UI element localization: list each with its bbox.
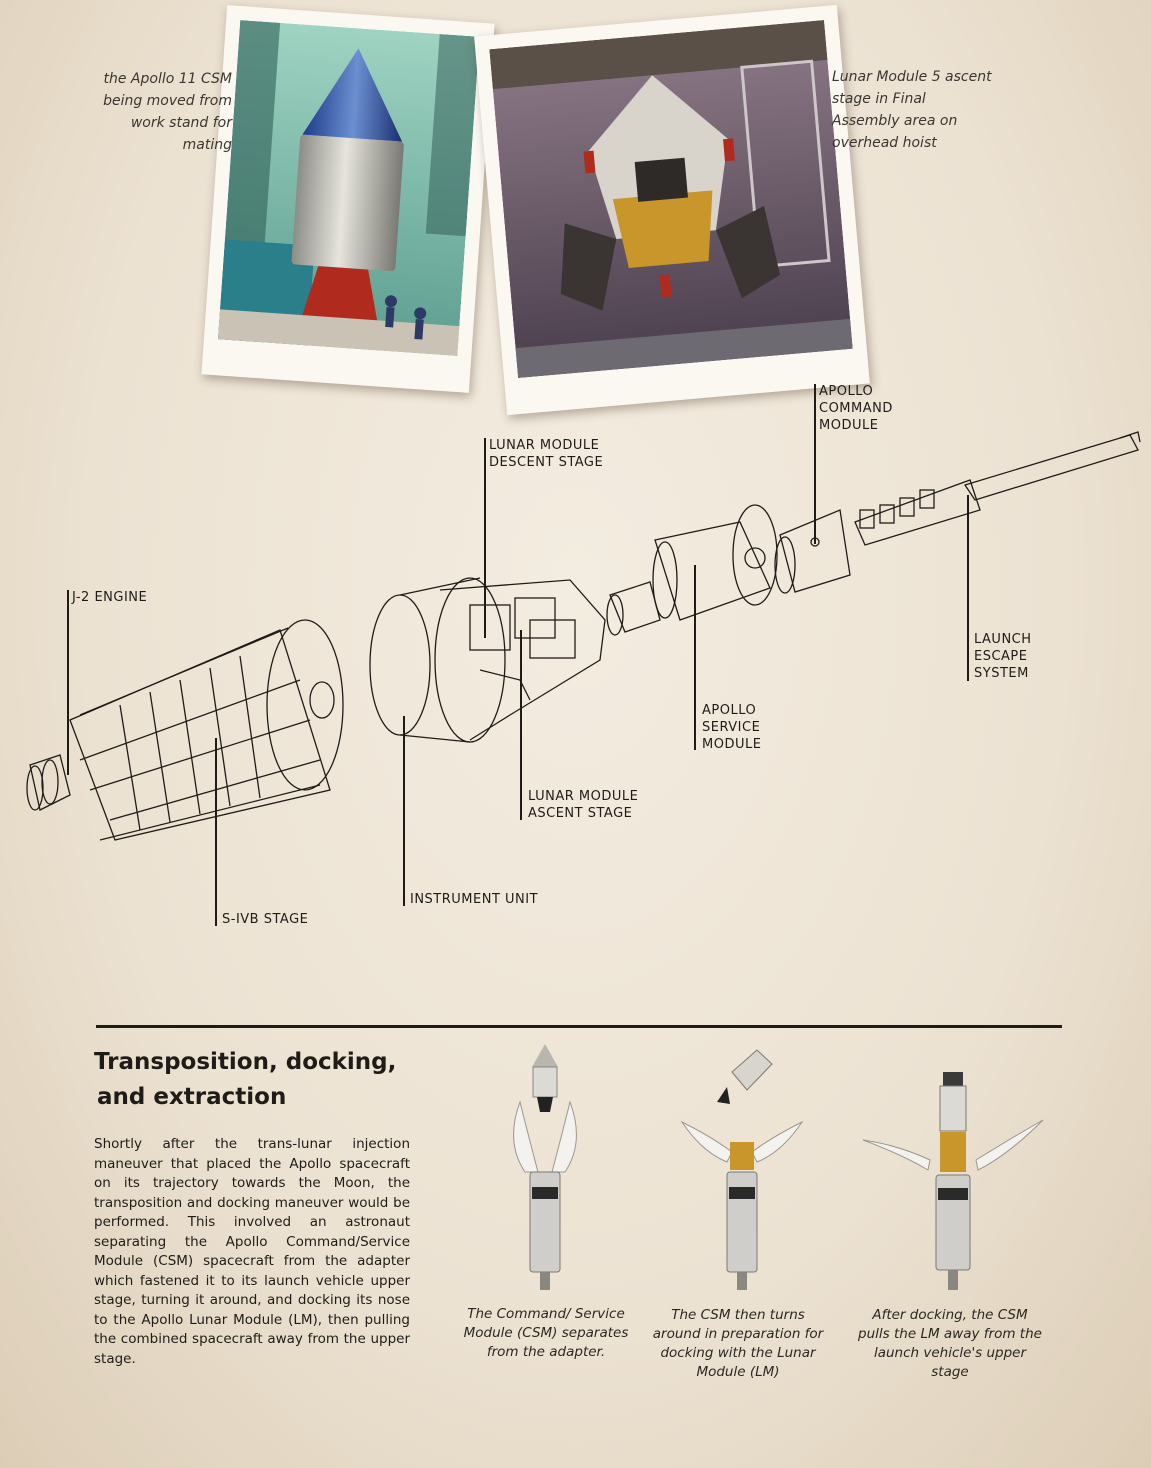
s-ivb-stage-drawing <box>70 620 343 840</box>
label-lm-ascent-stage: LUNAR MODULE ASCENT STAGE <box>528 789 639 821</box>
label-launch-escape-system: LAUNCH ESCAPE SYSTEM <box>974 632 1032 681</box>
label-apollo-service-module: APOLLO SERVICE MODULE <box>702 703 762 752</box>
launch-escape-system-drawing <box>855 432 1140 545</box>
step2-caption: The CSM then turns around in preparation for docking with the Lunar Module (LM) <box>652 1307 824 1380</box>
lunar-module-drawing <box>440 580 605 740</box>
csm-photo-image <box>218 20 480 356</box>
section-divider <box>96 1025 1062 1028</box>
command-module-drawing <box>775 510 850 593</box>
step3-figure <box>858 1070 1048 1295</box>
leader-s-ivb <box>215 738 217 926</box>
photo-lunar-module <box>474 5 870 415</box>
service-module-drawing <box>607 505 777 635</box>
j2-engine-drawing <box>27 755 70 810</box>
label-s-ivb-stage: S-IVB STAGE <box>222 912 309 927</box>
label-lm-descent-stage: LUNAR MODULE DESCENT STAGE <box>489 438 604 470</box>
label-apollo-command-module: APOLLO COMMAND MODULE <box>819 384 893 433</box>
photo-lm-caption: Lunar Module 5 ascent stage in Final Assembly area on overhead hoist <box>832 69 992 151</box>
section-title-line1: Transposition, docking, <box>94 1049 397 1075</box>
leader-command-module <box>814 384 816 544</box>
step1-caption: The Command/ Service Module (CSM) separates from the adapter. <box>463 1306 629 1360</box>
step3-caption: After docking, the CSM pulls the LM away from the launch vehicle's upper stage <box>858 1307 1042 1380</box>
leader-lm-ascent <box>520 630 522 820</box>
label-instrument-unit: INSTRUMENT UNIT <box>410 892 539 907</box>
leader-j2-engine <box>67 590 69 775</box>
photo-csm <box>201 5 494 393</box>
step2-figure <box>672 1042 812 1292</box>
photo-csm-caption: the Apollo 11 CSM being moved from work stand for mating <box>103 71 232 153</box>
leader-launch-escape <box>967 495 969 681</box>
lm-photo-image <box>489 20 852 378</box>
leader-service-module <box>694 565 696 750</box>
section-title-line2: and extraction <box>97 1084 287 1110</box>
section-body: Shortly after the trans-lunar injection maneuver that placed the Apollo spacecraft on its trajectory towards the Moon, the transposition and docking maneuver would be performed. This involved an astronaut separating the Apollo Command/Service Module (CSM) spacecraft from the adapter which fastened it to its launch vehicle upper stage, turning it around, and docking its nose to the Apollo Lunar Module (LM), then pulling the combined spacecraft away from the upper stage. <box>94 1136 410 1367</box>
step1-figure <box>500 1042 590 1292</box>
leader-lm-descent <box>484 438 486 638</box>
label-j2-engine: J-2 ENGINE <box>72 590 148 605</box>
leader-instrument-unit <box>403 716 405 906</box>
